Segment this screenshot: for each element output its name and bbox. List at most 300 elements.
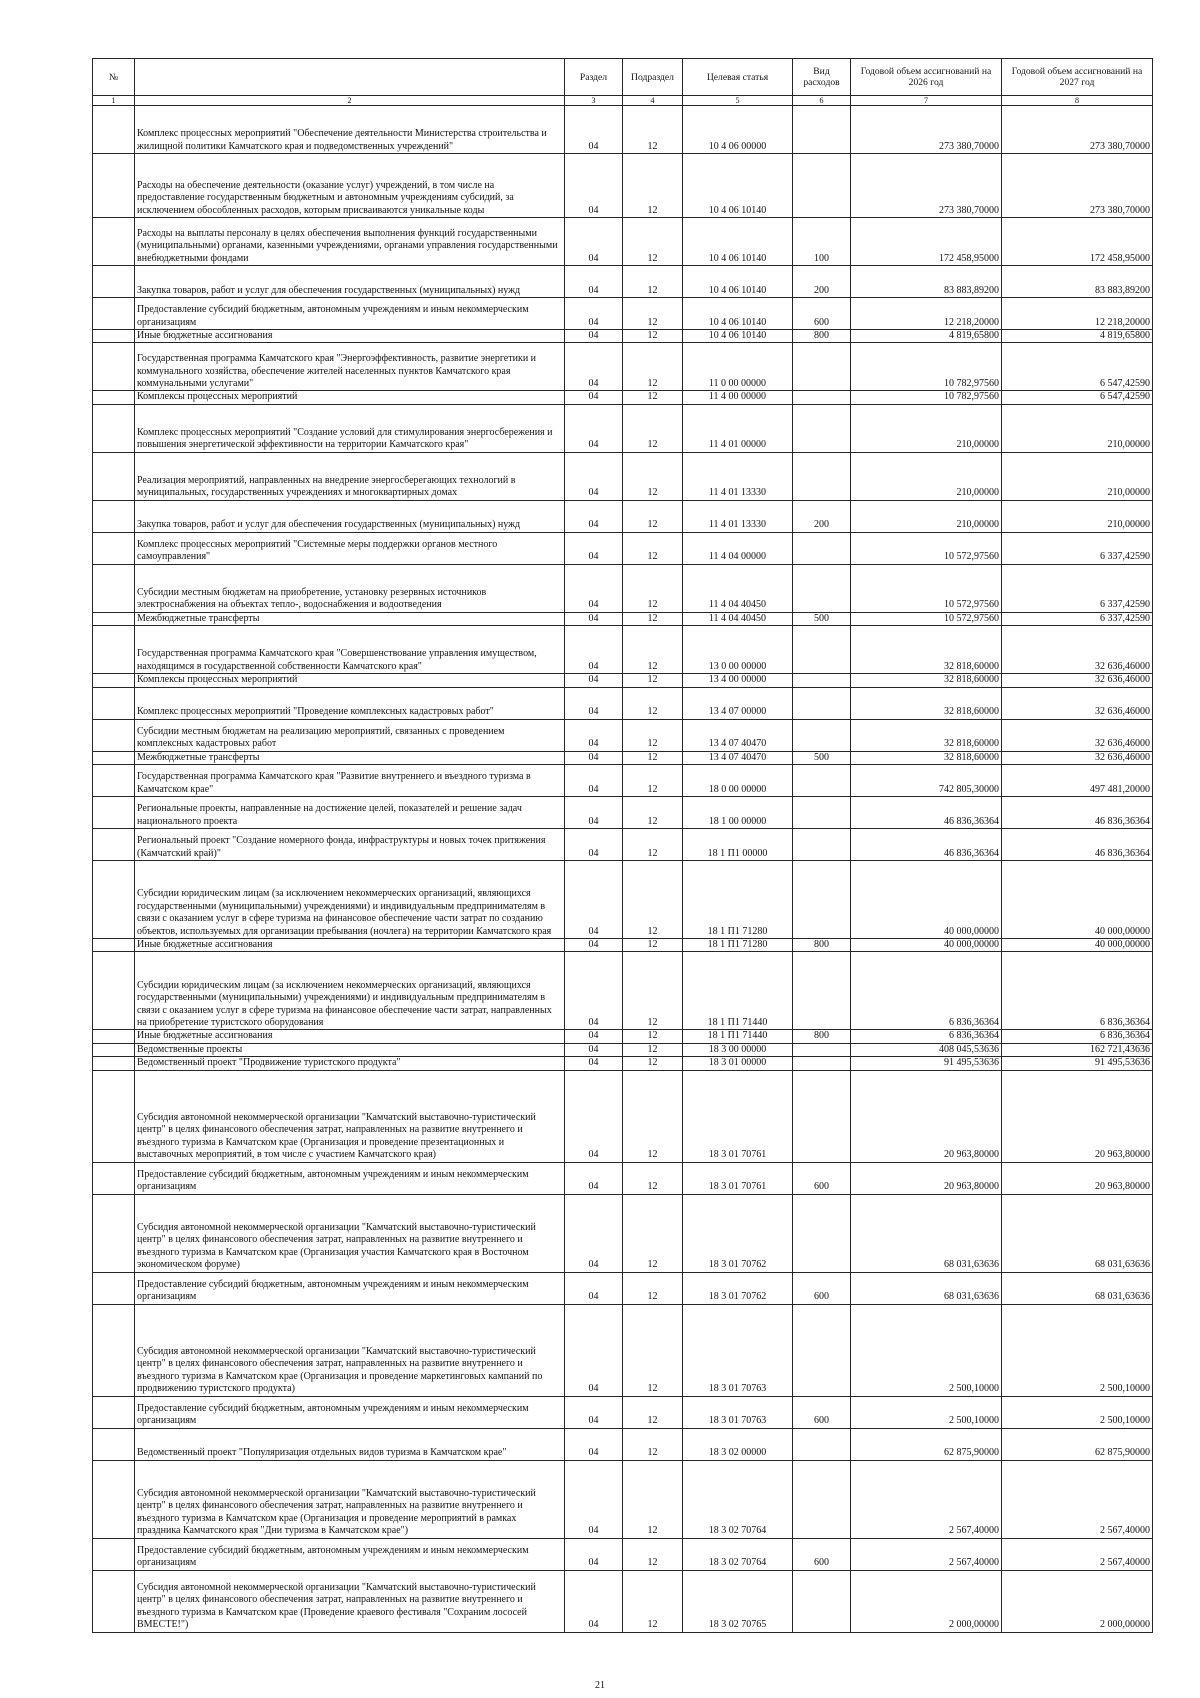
row-target-article: 13 4 00 00000 bbox=[683, 674, 793, 687]
row-allocation-2026: 10 782,97560 bbox=[851, 343, 1002, 391]
num-cell bbox=[93, 330, 135, 343]
num-cell bbox=[93, 939, 135, 952]
table-row bbox=[93, 500, 1153, 532]
header-number: № bbox=[93, 59, 135, 96]
num-cell bbox=[93, 797, 135, 829]
row-target-article: 18 3 00 00000 bbox=[683, 1043, 793, 1056]
row-target-article: 18 0 00 00000 bbox=[683, 765, 793, 797]
num-cell bbox=[93, 343, 135, 391]
row-target-article: 11 4 04 40450 bbox=[683, 612, 793, 625]
row-podrazdel: 12 bbox=[623, 154, 683, 218]
row-allocation-2027: 210,00000 bbox=[1002, 500, 1153, 532]
row-name: Расходы на выплаты персоналу в целях обеспечения выполнения функций государственными (муниципальными) органами, казенными учреждениями, органами управления государственными внебюджетными фондами bbox=[135, 218, 565, 266]
row-name: Субсидия автономной некоммерческой организации "Камчатский выставочно-туристический центр" в целях финансового обеспечения затрат, направленных на развитие внутреннего и въездного туризма в Камчатском крае (Проведение краевого фестиваля "Сохраним лососей ВМЕСТЕ!") bbox=[135, 1570, 565, 1632]
table-row bbox=[93, 1538, 1153, 1570]
row-target-article: 10 4 06 10140 bbox=[683, 298, 793, 330]
row-name: Закупка товаров, работ и услуг для обеспечения государственных (муниципальных) нужд bbox=[135, 500, 565, 532]
row-expense-type bbox=[793, 1428, 851, 1460]
row-podrazdel: 12 bbox=[623, 687, 683, 719]
row-target-article: 18 3 02 70764 bbox=[683, 1460, 793, 1538]
table-row bbox=[93, 266, 1153, 298]
row-name: Расходы на обеспечение деятельности (оказание услуг) учреждений, в том числе на предоставление государственным бюджетным и автономным учреждениям субсидий, за исключением обособленных расходов, которым присваиваются уникальные коды bbox=[135, 154, 565, 218]
num-cell bbox=[93, 719, 135, 751]
row-target-article: 11 4 01 13330 bbox=[683, 452, 793, 500]
num-cell bbox=[93, 612, 135, 625]
row-razdel: 04 bbox=[565, 1460, 623, 1538]
table-row bbox=[93, 330, 1153, 343]
table-row bbox=[93, 1030, 1153, 1043]
row-allocation-2026: 32 818,60000 bbox=[851, 719, 1002, 751]
row-podrazdel: 12 bbox=[623, 1460, 683, 1538]
row-name: Межбюджетные трансферты bbox=[135, 612, 565, 625]
row-allocation-2026: 2 500,10000 bbox=[851, 1304, 1002, 1396]
row-allocation-2026: 40 000,00000 bbox=[851, 939, 1002, 952]
row-name: Комплекс процессных мероприятий "Создание условий для стимулирования энергосбережения и повышения энергетической эффективности на территории Камчатского края" bbox=[135, 404, 565, 452]
row-allocation-2026: 20 963,80000 bbox=[851, 1162, 1002, 1194]
header-allocation-2027: Годовой объем ассигнований на 2027 год bbox=[1002, 59, 1153, 96]
header-expense-type: Вид расходов bbox=[793, 59, 851, 96]
row-podrazdel: 12 bbox=[623, 1428, 683, 1460]
row-target-article: 18 1 П1 00000 bbox=[683, 829, 793, 861]
row-expense-type bbox=[793, 1194, 851, 1272]
table-row bbox=[93, 797, 1153, 829]
row-podrazdel: 12 bbox=[623, 391, 683, 404]
num-cell bbox=[93, 298, 135, 330]
row-expense-type bbox=[793, 1070, 851, 1162]
row-razdel: 04 bbox=[565, 1057, 623, 1070]
row-name: Субсидия автономной некоммерческой организации "Камчатский выставочно-туристический центр" в целях финансового обеспечения затрат, направленных на развитие внутреннего и въездного туризма в Камчатском крае (Организация и проведение презентационных и выставочных мероприятий, в том числе с участием Камчатского края) bbox=[135, 1070, 565, 1162]
row-allocation-2027: 497 481,20000 bbox=[1002, 765, 1153, 797]
row-expense-type bbox=[793, 1043, 851, 1056]
row-name: Предоставление субсидий бюджетным, автономным учреждениям и иным некоммерческим организациям bbox=[135, 1272, 565, 1304]
header-podrazdel: Подраздел bbox=[623, 59, 683, 96]
row-razdel: 04 bbox=[565, 266, 623, 298]
row-podrazdel: 12 bbox=[623, 564, 683, 612]
row-allocation-2026: 68 031,63636 bbox=[851, 1194, 1002, 1272]
row-allocation-2027: 46 836,36364 bbox=[1002, 829, 1153, 861]
row-allocation-2026: 10 572,97560 bbox=[851, 612, 1002, 625]
row-name: Иные бюджетные ассигнования bbox=[135, 1030, 565, 1043]
row-allocation-2027: 68 031,63636 bbox=[1002, 1194, 1153, 1272]
row-razdel: 04 bbox=[565, 1043, 623, 1056]
row-allocation-2027: 6 337,42590 bbox=[1002, 564, 1153, 612]
row-expense-type bbox=[793, 861, 851, 939]
row-allocation-2026: 210,00000 bbox=[851, 404, 1002, 452]
row-name: Межбюджетные трансферты bbox=[135, 751, 565, 764]
row-name: Субсидии юридическим лицам (за исключением некоммерческих организаций, являющихся государственными (муниципальными) учреждениями) и индивидуальным предпринимателям в связи с оказанием услуг в сфере туризма на финансовое обеспечение части затрат по созданию объектов, используемых для организации пребывания (ночлега) на территории Камчатского края bbox=[135, 861, 565, 939]
row-allocation-2027: 273 380,70000 bbox=[1002, 154, 1153, 218]
row-allocation-2027: 12 218,20000 bbox=[1002, 298, 1153, 330]
row-expense-type bbox=[793, 404, 851, 452]
row-target-article: 11 0 00 00000 bbox=[683, 343, 793, 391]
row-podrazdel: 12 bbox=[623, 298, 683, 330]
row-razdel: 04 bbox=[565, 500, 623, 532]
row-razdel: 04 bbox=[565, 829, 623, 861]
row-allocation-2026: 2 000,00000 bbox=[851, 1570, 1002, 1632]
row-allocation-2027: 172 458,95000 bbox=[1002, 218, 1153, 266]
row-allocation-2026: 4 819,65800 bbox=[851, 330, 1002, 343]
row-expense-type: 600 bbox=[793, 1272, 851, 1304]
num-cell bbox=[93, 564, 135, 612]
table-row bbox=[93, 626, 1153, 674]
table-row bbox=[93, 1304, 1153, 1396]
row-allocation-2027: 273 380,70000 bbox=[1002, 106, 1153, 154]
row-expense-type bbox=[793, 797, 851, 829]
row-podrazdel: 12 bbox=[623, 500, 683, 532]
row-razdel: 04 bbox=[565, 1030, 623, 1043]
row-expense-type bbox=[793, 626, 851, 674]
row-allocation-2027: 6 836,36364 bbox=[1002, 1030, 1153, 1043]
num-cell bbox=[93, 1030, 135, 1043]
row-podrazdel: 12 bbox=[623, 765, 683, 797]
table-row bbox=[93, 1570, 1153, 1632]
num-cell bbox=[93, 391, 135, 404]
row-name: Субсидия автономной некоммерческой организации "Камчатский выставочно-туристический центр" в целях финансового обеспечения затрат, направленных на развитие внутреннего и въездного туризма в Камчатском крае (Организация и проведение мероприятий в рамках праздника Камчатского края "Дни туризма в Камчатском крае") bbox=[135, 1460, 565, 1538]
row-target-article: 18 1 00 00000 bbox=[683, 797, 793, 829]
row-expense-type: 600 bbox=[793, 1396, 851, 1428]
row-podrazdel: 12 bbox=[623, 1570, 683, 1632]
row-expense-type bbox=[793, 829, 851, 861]
num-cell bbox=[93, 1194, 135, 1272]
row-allocation-2027: 20 963,80000 bbox=[1002, 1162, 1153, 1194]
row-podrazdel: 12 bbox=[623, 719, 683, 751]
row-allocation-2027: 32 636,46000 bbox=[1002, 719, 1153, 751]
row-expense-type: 600 bbox=[793, 1162, 851, 1194]
row-expense-type bbox=[793, 765, 851, 797]
table-row bbox=[93, 1460, 1153, 1538]
row-allocation-2026: 273 380,70000 bbox=[851, 154, 1002, 218]
row-target-article: 13 4 07 40470 bbox=[683, 719, 793, 751]
row-target-article: 10 4 06 10140 bbox=[683, 154, 793, 218]
num-cell bbox=[93, 1162, 135, 1194]
row-razdel: 04 bbox=[565, 1396, 623, 1428]
row-allocation-2027: 83 883,89200 bbox=[1002, 266, 1153, 298]
row-name: Субсидия автономной некоммерческой организации "Камчатский выставочно-туристический центр" в целях финансового обеспечения затрат, направленных на развитие внутреннего и въездного туризма в Камчатском крае (Организация участия Камчатского края в Восточном экономическом форуме) bbox=[135, 1194, 565, 1272]
row-podrazdel: 12 bbox=[623, 751, 683, 764]
table-row bbox=[93, 1396, 1153, 1428]
row-allocation-2027: 210,00000 bbox=[1002, 404, 1153, 452]
row-allocation-2026: 2 567,40000 bbox=[851, 1460, 1002, 1538]
table-row bbox=[93, 564, 1153, 612]
table-row bbox=[93, 861, 1153, 939]
row-allocation-2026: 46 836,36364 bbox=[851, 829, 1002, 861]
row-allocation-2027: 162 721,43636 bbox=[1002, 1043, 1153, 1056]
row-expense-type: 600 bbox=[793, 298, 851, 330]
num-cell bbox=[93, 218, 135, 266]
num-cell bbox=[93, 1428, 135, 1460]
row-name: Иные бюджетные ассигнования bbox=[135, 939, 565, 952]
num-cell bbox=[93, 1057, 135, 1070]
row-target-article: 11 4 04 00000 bbox=[683, 532, 793, 564]
page-number: 21 bbox=[595, 1680, 605, 1691]
row-name: Региональные проекты, направленные на достижение целей, показателей и решение задач национального проекта bbox=[135, 797, 565, 829]
table-row bbox=[93, 404, 1153, 452]
row-target-article: 13 0 00 00000 bbox=[683, 626, 793, 674]
row-name: Комплексы процессных мероприятий bbox=[135, 674, 565, 687]
table-row bbox=[93, 1162, 1153, 1194]
table-row bbox=[93, 687, 1153, 719]
row-target-article: 18 3 01 70761 bbox=[683, 1162, 793, 1194]
row-expense-type bbox=[793, 1570, 851, 1632]
header-name bbox=[135, 59, 565, 96]
row-name: Субсидии местным бюджетам на реализацию мероприятий, связанных с проведением комплексных кадастровых работ bbox=[135, 719, 565, 751]
num-cell bbox=[93, 154, 135, 218]
row-expense-type bbox=[793, 687, 851, 719]
row-name: Иные бюджетные ассигнования bbox=[135, 330, 565, 343]
row-allocation-2026: 62 875,90000 bbox=[851, 1428, 1002, 1460]
row-name: Комплекс процессных мероприятий "Проведение комплексных кадастровых работ" bbox=[135, 687, 565, 719]
table-row bbox=[93, 218, 1153, 266]
column-number: 4 bbox=[623, 96, 683, 106]
row-podrazdel: 12 bbox=[623, 532, 683, 564]
row-name: Региональный проект "Создание номерного фонда, инфраструктуры и новых точек притяжения (Камчатский край)" bbox=[135, 829, 565, 861]
column-number: 8 bbox=[1002, 96, 1153, 106]
row-razdel: 04 bbox=[565, 452, 623, 500]
row-razdel: 04 bbox=[565, 751, 623, 764]
row-allocation-2027: 6 547,42590 bbox=[1002, 343, 1153, 391]
table-body bbox=[93, 106, 1153, 1633]
row-allocation-2026: 32 818,60000 bbox=[851, 751, 1002, 764]
row-target-article: 18 3 01 70761 bbox=[683, 1070, 793, 1162]
row-expense-type bbox=[793, 343, 851, 391]
num-cell bbox=[93, 751, 135, 764]
header-target-article: Целевая статья bbox=[683, 59, 793, 96]
table-row bbox=[93, 1043, 1153, 1056]
row-allocation-2026: 10 572,97560 bbox=[851, 532, 1002, 564]
row-allocation-2027: 68 031,63636 bbox=[1002, 1272, 1153, 1304]
row-podrazdel: 12 bbox=[623, 106, 683, 154]
row-podrazdel: 12 bbox=[623, 861, 683, 939]
row-podrazdel: 12 bbox=[623, 266, 683, 298]
row-expense-type: 200 bbox=[793, 500, 851, 532]
row-allocation-2026: 210,00000 bbox=[851, 452, 1002, 500]
document-page bbox=[92, 58, 1152, 1633]
row-name: Предоставление субсидий бюджетным, автономным учреждениям и иным некоммерческим организациям bbox=[135, 1538, 565, 1570]
row-name: Предоставление субсидий бюджетным, автономным учреждениям и иным некоммерческим организациям bbox=[135, 298, 565, 330]
table-row bbox=[93, 1070, 1153, 1162]
table-row bbox=[93, 452, 1153, 500]
row-target-article: 18 1 П1 71280 bbox=[683, 861, 793, 939]
row-expense-type bbox=[793, 719, 851, 751]
row-allocation-2027: 6 836,36364 bbox=[1002, 952, 1153, 1030]
row-target-article: 18 1 П1 71440 bbox=[683, 1030, 793, 1043]
num-cell bbox=[93, 500, 135, 532]
row-allocation-2026: 32 818,60000 bbox=[851, 687, 1002, 719]
table-row bbox=[93, 952, 1153, 1030]
num-cell bbox=[93, 952, 135, 1030]
row-expense-type bbox=[793, 154, 851, 218]
row-allocation-2026: 68 031,63636 bbox=[851, 1272, 1002, 1304]
row-name: Государственная программа Камчатского края "Развитие внутреннего и въездного туризма в Камчатском крае" bbox=[135, 765, 565, 797]
row-allocation-2026: 40 000,00000 bbox=[851, 861, 1002, 939]
row-expense-type bbox=[793, 1057, 851, 1070]
row-name: Государственная программа Камчатского края "Совершенствование управления имуществом, находящимся в государственной собственности Камчатского края" bbox=[135, 626, 565, 674]
row-allocation-2026: 210,00000 bbox=[851, 500, 1002, 532]
row-allocation-2027: 6 547,42590 bbox=[1002, 391, 1153, 404]
row-razdel: 04 bbox=[565, 1538, 623, 1570]
row-allocation-2026: 6 836,36364 bbox=[851, 1030, 1002, 1043]
row-podrazdel: 12 bbox=[623, 626, 683, 674]
row-expense-type: 500 bbox=[793, 751, 851, 764]
row-razdel: 04 bbox=[565, 626, 623, 674]
row-razdel: 04 bbox=[565, 1428, 623, 1460]
row-podrazdel: 12 bbox=[623, 1304, 683, 1396]
row-allocation-2027: 2 000,00000 bbox=[1002, 1570, 1153, 1632]
row-razdel: 04 bbox=[565, 532, 623, 564]
row-podrazdel: 12 bbox=[623, 218, 683, 266]
row-allocation-2027: 2 567,40000 bbox=[1002, 1538, 1153, 1570]
num-cell bbox=[93, 1538, 135, 1570]
row-razdel: 04 bbox=[565, 154, 623, 218]
row-allocation-2026: 6 836,36364 bbox=[851, 952, 1002, 1030]
num-cell bbox=[93, 106, 135, 154]
row-expense-type: 600 bbox=[793, 1538, 851, 1570]
table-row bbox=[93, 1194, 1153, 1272]
row-allocation-2026: 2 500,10000 bbox=[851, 1396, 1002, 1428]
column-number: 6 bbox=[793, 96, 851, 106]
row-name: Комплексы процессных мероприятий bbox=[135, 391, 565, 404]
table-row bbox=[93, 106, 1153, 154]
row-podrazdel: 12 bbox=[623, 612, 683, 625]
num-cell bbox=[93, 1570, 135, 1632]
table-header bbox=[93, 59, 1153, 106]
row-razdel: 04 bbox=[565, 1162, 623, 1194]
row-target-article: 11 4 00 00000 bbox=[683, 391, 793, 404]
row-razdel: 04 bbox=[565, 861, 623, 939]
row-razdel: 04 bbox=[565, 330, 623, 343]
row-podrazdel: 12 bbox=[623, 1030, 683, 1043]
num-cell bbox=[93, 1043, 135, 1056]
row-allocation-2026: 32 818,60000 bbox=[851, 674, 1002, 687]
row-podrazdel: 12 bbox=[623, 829, 683, 861]
row-podrazdel: 12 bbox=[623, 1396, 683, 1428]
row-target-article: 18 3 01 70763 bbox=[683, 1396, 793, 1428]
row-name: Ведомственный проект "Продвижение туристского продукта" bbox=[135, 1057, 565, 1070]
num-cell bbox=[93, 861, 135, 939]
table-row bbox=[93, 532, 1153, 564]
row-target-article: 18 3 01 70763 bbox=[683, 1304, 793, 1396]
row-allocation-2027: 6 337,42590 bbox=[1002, 532, 1153, 564]
row-allocation-2027: 32 636,46000 bbox=[1002, 626, 1153, 674]
row-target-article: 18 1 П1 71280 bbox=[683, 939, 793, 952]
row-allocation-2027: 91 495,53636 bbox=[1002, 1057, 1153, 1070]
row-allocation-2027: 32 636,46000 bbox=[1002, 687, 1153, 719]
row-allocation-2027: 2 500,10000 bbox=[1002, 1304, 1153, 1396]
row-expense-type bbox=[793, 674, 851, 687]
table-row bbox=[93, 674, 1153, 687]
row-expense-type bbox=[793, 106, 851, 154]
row-razdel: 04 bbox=[565, 797, 623, 829]
row-name: Субсидии местным бюджетам на приобретение, установку резервных источников электроснабжения на объектах тепло-, водоснабжения и водоотведения bbox=[135, 564, 565, 612]
row-razdel: 04 bbox=[565, 1194, 623, 1272]
row-podrazdel: 12 bbox=[623, 674, 683, 687]
row-razdel: 04 bbox=[565, 343, 623, 391]
row-expense-type: 100 bbox=[793, 218, 851, 266]
table-row bbox=[93, 154, 1153, 218]
num-cell bbox=[93, 1460, 135, 1538]
row-allocation-2026: 20 963,80000 bbox=[851, 1070, 1002, 1162]
row-name: Ведомственные проекты bbox=[135, 1043, 565, 1056]
row-allocation-2026: 172 458,95000 bbox=[851, 218, 1002, 266]
num-cell bbox=[93, 532, 135, 564]
row-target-article: 18 3 02 00000 bbox=[683, 1428, 793, 1460]
table-row bbox=[93, 1428, 1153, 1460]
row-expense-type bbox=[793, 1304, 851, 1396]
budget-table bbox=[92, 58, 1153, 1633]
row-name: Реализация мероприятий, направленных на внедрение энергосберегающих технологий в муниципальных, государственных учреждениях и многоквартирных домах bbox=[135, 452, 565, 500]
row-target-article: 13 4 07 40470 bbox=[683, 751, 793, 764]
row-allocation-2026: 32 818,60000 bbox=[851, 626, 1002, 674]
table-row bbox=[93, 765, 1153, 797]
row-allocation-2026: 742 805,30000 bbox=[851, 765, 1002, 797]
row-allocation-2026: 273 380,70000 bbox=[851, 106, 1002, 154]
num-cell bbox=[93, 1272, 135, 1304]
row-target-article: 18 1 П1 71440 bbox=[683, 952, 793, 1030]
row-allocation-2027: 20 963,80000 bbox=[1002, 1070, 1153, 1162]
row-razdel: 04 bbox=[565, 612, 623, 625]
row-expense-type: 800 bbox=[793, 939, 851, 952]
table-row bbox=[93, 719, 1153, 751]
row-podrazdel: 12 bbox=[623, 1538, 683, 1570]
row-podrazdel: 12 bbox=[623, 1162, 683, 1194]
row-razdel: 04 bbox=[565, 952, 623, 1030]
row-target-article: 18 3 01 00000 bbox=[683, 1057, 793, 1070]
row-target-article: 10 4 06 00000 bbox=[683, 106, 793, 154]
row-name: Комплекс процессных мероприятий "Системные меры поддержки органов местного самоуправления" bbox=[135, 532, 565, 564]
row-podrazdel: 12 bbox=[623, 1057, 683, 1070]
row-allocation-2027: 46 836,36364 bbox=[1002, 797, 1153, 829]
row-razdel: 04 bbox=[565, 298, 623, 330]
row-allocation-2026: 12 218,20000 bbox=[851, 298, 1002, 330]
row-name: Предоставление субсидий бюджетным, автономным учреждениям и иным некоммерческим организациям bbox=[135, 1162, 565, 1194]
row-razdel: 04 bbox=[565, 674, 623, 687]
row-allocation-2027: 32 636,46000 bbox=[1002, 674, 1153, 687]
header-razdel: Раздел bbox=[565, 59, 623, 96]
row-expense-type bbox=[793, 452, 851, 500]
row-target-article: 18 3 01 70762 bbox=[683, 1272, 793, 1304]
row-allocation-2027: 40 000,00000 bbox=[1002, 861, 1153, 939]
row-name: Закупка товаров, работ и услуг для обеспечения государственных (муниципальных) нужд bbox=[135, 266, 565, 298]
row-razdel: 04 bbox=[565, 564, 623, 612]
column-number: 7 bbox=[851, 96, 1002, 106]
row-expense-type bbox=[793, 391, 851, 404]
num-cell bbox=[93, 765, 135, 797]
row-name: Государственная программа Камчатского края "Энергоэффективность, развитие энергетики и коммунального хозяйства, обеспечение жителей населенных пунктов Камчатского края коммунальными услугами" bbox=[135, 343, 565, 391]
row-razdel: 04 bbox=[565, 939, 623, 952]
row-razdel: 04 bbox=[565, 106, 623, 154]
row-allocation-2027: 4 819,65800 bbox=[1002, 330, 1153, 343]
row-allocation-2027: 2 500,10000 bbox=[1002, 1396, 1153, 1428]
row-expense-type bbox=[793, 532, 851, 564]
row-target-article: 11 4 01 13330 bbox=[683, 500, 793, 532]
column-number: 3 bbox=[565, 96, 623, 106]
row-podrazdel: 12 bbox=[623, 952, 683, 1030]
row-allocation-2027: 210,00000 bbox=[1002, 452, 1153, 500]
num-cell bbox=[93, 626, 135, 674]
row-razdel: 04 bbox=[565, 1070, 623, 1162]
num-cell bbox=[93, 452, 135, 500]
table-row bbox=[93, 612, 1153, 625]
row-expense-type bbox=[793, 564, 851, 612]
column-number: 2 bbox=[135, 96, 565, 106]
row-expense-type bbox=[793, 1460, 851, 1538]
row-target-article: 18 3 02 70764 bbox=[683, 1538, 793, 1570]
num-cell bbox=[93, 266, 135, 298]
header-allocation-2026: Годовой объем ассигнований на 2026 год bbox=[851, 59, 1002, 96]
row-target-article: 18 3 02 70765 bbox=[683, 1570, 793, 1632]
row-target-article: 10 4 06 10140 bbox=[683, 330, 793, 343]
table-row bbox=[93, 939, 1153, 952]
